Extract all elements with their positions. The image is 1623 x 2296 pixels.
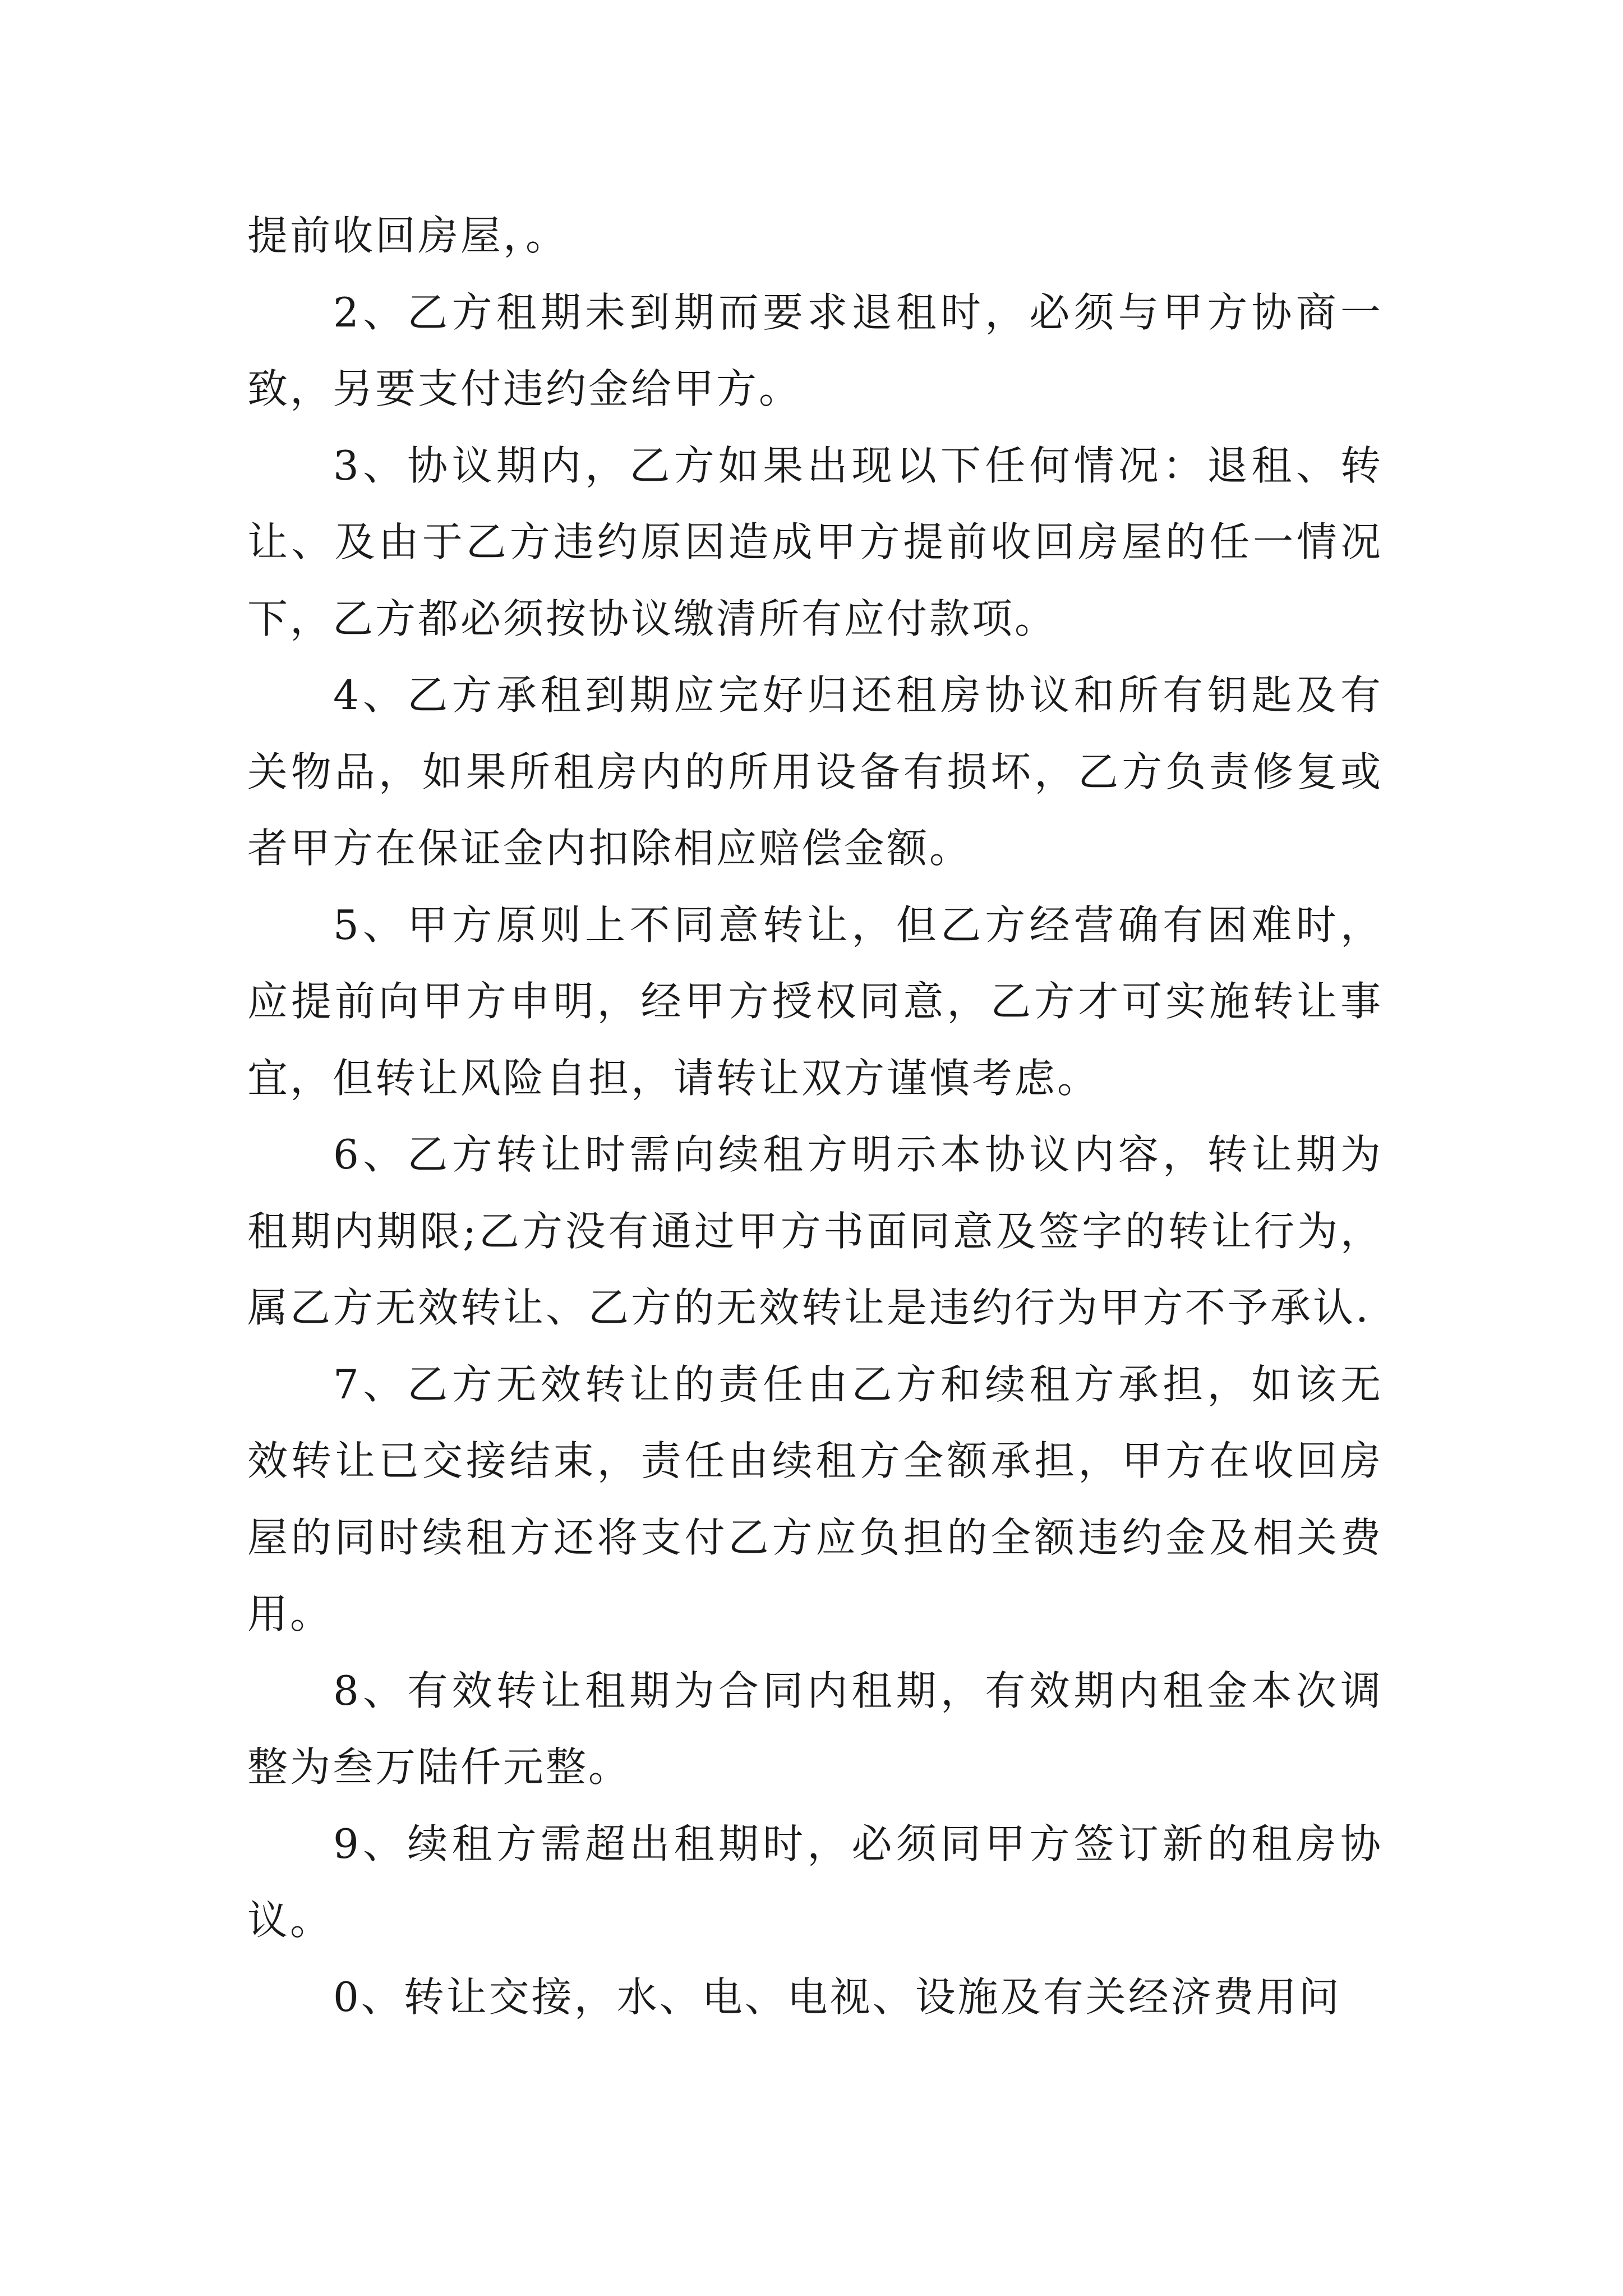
paragraph-clause-7: 7、乙方无效转让的责任由乙方和续租方承担，如该无效转让已交接结束，责任由续租方全额承担，甲方在收回房屋的同时续租方还将支付乙方应负担的全额违约金及相关费用。 [247,1360,1383,1637]
paragraph-clause-8: 8、有效转让租期为合同内租期，有效期内租金本次调整为叁万陆仟元整。 [247,1667,1383,1791]
paragraph-clause-9: 9、续租方需超出租期时，必须同甲方签订新的租房协议。 [247,1820,1383,1944]
paragraph-clause-4: 4、乙方承租到期应完好归还租房协议和所有钥匙及有关物品，如果所租房内的所用设备有损坏，乙方负责修复或者甲方在保证金内扣除相应赔偿金额。 [247,671,1383,872]
paragraph-clause-2: 2、乙方租期未到期而要求退租时，必须与甲方协商一致，另要支付违约金给甲方。 [247,288,1383,412]
paragraph-clause-3: 3、协议期内，乙方如果出现以下任何情况：退租、转让、及由于乙方违约原因造成甲方提前收回房屋的任一情况下，乙方都必须按协议缴清所有应付款项。 [247,441,1383,642]
paragraph-clause-6: 6、乙方转让时需向续租方明示本协议内容，转让期为租期内期限;乙方没有通过甲方书面同意及签字的转让行为，属乙方无效转让、乙方的无效转让是违约行为甲方不予承认. [247,1131,1383,1331]
paragraph-clause-5: 5、甲方原则上不同意转让，但乙方经营确有困难时，应提前向甲方申明，经甲方授权同意，乙方才可实施转让事宜，但转让风险自担，请转让双方谨慎考虑。 [247,901,1383,1102]
paragraph-clause-10: 0、转让交接，水、电、电视、设施及有关经济费用问 [333,1973,1341,2021]
document-body [247,197,1383,2035]
paragraph-continuation: 提前收回房屋，。 [247,212,569,259]
